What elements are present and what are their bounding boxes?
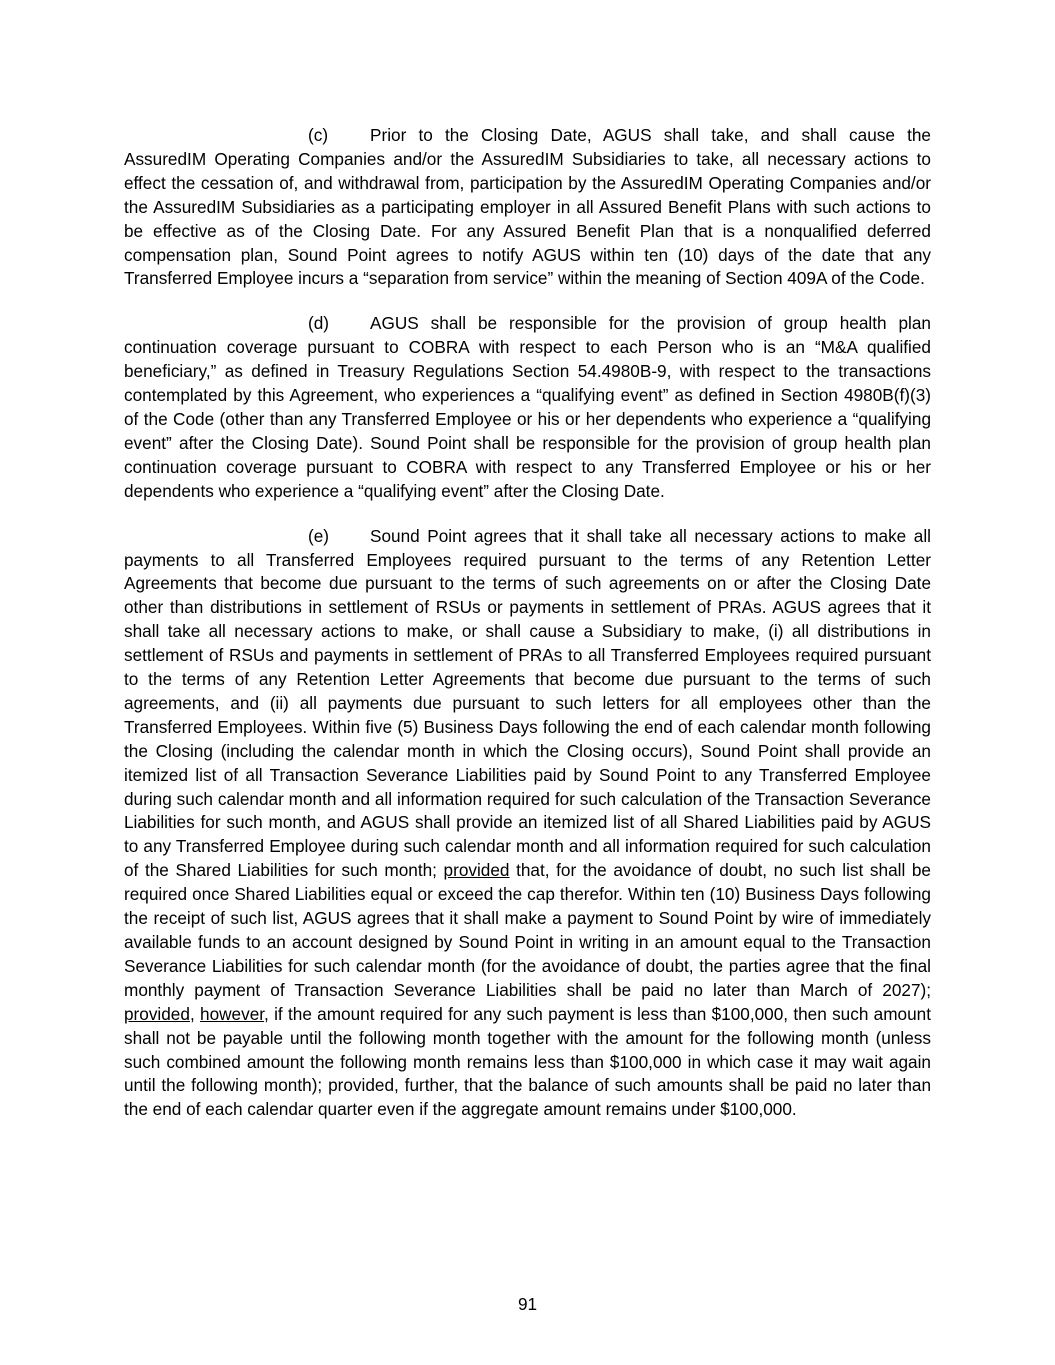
paragraph-d	[124, 312, 931, 503]
paragraph-marker	[124, 312, 370, 336]
paragraph-text-part-3: , if the amount required for any such payment is less than $100,000, then such amount shall not be payable until the following month together with the amount for the following month (unless such combined amount the following month remains less than $100,000 in which case it may wait again until the following month); provided, further, that the balance of such amounts shall be paid no later than the end of each calendar quarter even if the aggregate amount remains under $100,000.	[124, 1003, 931, 1120]
comma-separator: ,	[189, 1003, 201, 1024]
paragraph-text: Prior to the Closing Date, AGUS shall take, and shall cause the AssuredIM Operating Companies and/or the AssuredIM Subsidiaries to take, all necessary actions to effect the cessation of, and withdrawal from, participation by the AssuredIM Operating Companies and/or the AssuredIM Subsidiaries as a participating employer in all Assured Benefit Plans with such actions to be effective as of the Closing Date. For any Assured Benefit Plan that is a nonqualified deferred compensation plan, Sound Point agrees to notify AGUS within ten (10) days of the date that any Transferred Employee incurs a “separation from service” within the meaning of Section 409A of the Code.	[124, 125, 931, 289]
however-term: however	[200, 1003, 265, 1024]
paragraph-text-part-2: that, for the avoidance of doubt, no such list shall be required once Shared Liabilities equal or exceed the cap therefor. Within ten (10) Business Days following the receipt of such list, AGUS agrees that it shall make a payment to Sound Point by wire of immediately available funds to an account designed by Sound Point in writing in an amount equal to the Transaction Severance Liabilities for such calendar month (for the avoidance of doubt, the parties agree that the final monthly payment of Transaction Severance Liabilities shall be paid no later than March of 2027);	[124, 860, 931, 1000]
provided-term: provided	[443, 860, 510, 881]
provided-term: provided	[124, 1003, 190, 1024]
paragraph-text: AGUS shall be responsible for the provision of group health plan continuation coverage pursuant to COBRA with respect to each Person who is an “M&A qualified beneficiary,” as defined in Treasury Regulations Section 54.4980B-9, with respect to the transactions contemplated by this Agreement, who experiences a “qualifying event” as defined in Section 4980B(f)(3) of the Code (other than any Transferred Employee or his or her dependents who experience a “qualifying event” after the Closing Date). Sound Point shall be responsible for the provision of group health plan continuation coverage pursuant to COBRA with respect to any Transferred Employee or his or her dependents who experience a “qualifying event” after the Closing Date.	[124, 313, 931, 501]
paragraph-text-part-1: Sound Point agrees that it shall take all necessary actions to make all payments to all Transferred Employees required pursuant to the terms of any Retention Letter Agreements that become due pursuant to the terms of such agreements on or after the Closing Date other than distributions in settlement of RSUs or payments in settlement of PRAs. AGUS agrees that it shall take all necessary actions to make, or shall cause a Subsidiary to make, (i) all distributions in settlement of RSUs and payments in settlement of PRAs to all Transferred Employees required pursuant to the terms of any Retention Letter Agreements that become due pursuant to the terms of such agreements, and (ii) all payments due pursuant to such letters for all employees other than the Transferred Employees. Within five (5) Business Days following the end of each calendar month following the Closing (including the calendar month in which the Closing occurs), Sound Point shall provide an itemized list of all Transaction Severance Liabilities paid by Sound Point to any Transferred Employee during such calendar month and all information required for such calculation of the Transaction Severance Liabilities for such month, and AGUS shall provide an itemized list of all Shared Liabilities paid by AGUS to any Transferred Employee during such calendar month and all information required for such calculation of the Shared Liabilities for such month;	[124, 525, 931, 881]
page-number: 91	[517, 1294, 538, 1314]
paragraph-label: (e)	[308, 525, 330, 546]
paragraph-e	[124, 525, 931, 1123]
paragraph-c	[124, 124, 931, 291]
paragraph-marker	[124, 525, 370, 549]
paragraph-label: (d)	[308, 313, 330, 334]
paragraph-label: (c)	[308, 125, 329, 145]
paragraph-marker	[124, 124, 370, 148]
document-body	[124, 124, 931, 1143]
